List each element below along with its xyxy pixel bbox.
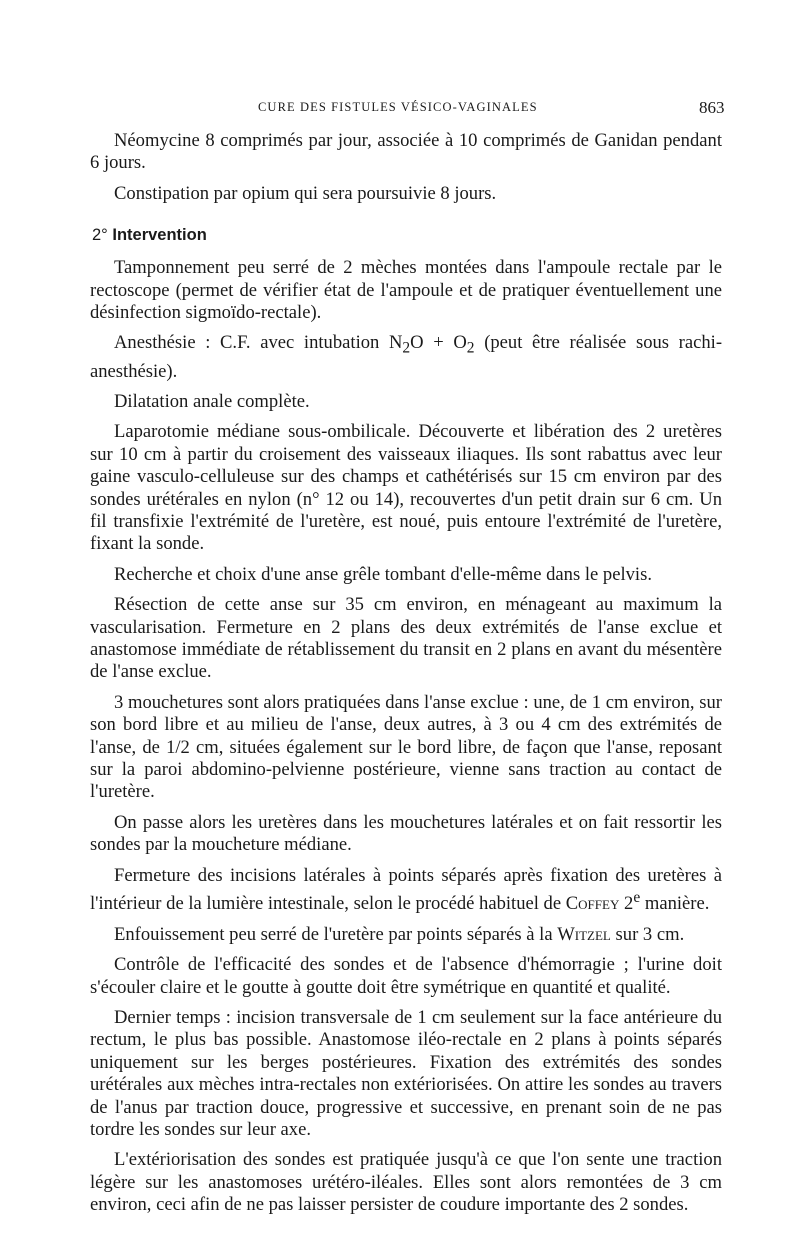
author-witzel: Witzel bbox=[557, 923, 611, 945]
paragraph-laparotomie: Laparotomie médiane sous-ombilicale. Découverte et libération des 2 uretères sur 10 cm à partir du croisement des vaisseaux iliaques. Ils sont rabattus avec leur gaine vasculo-celluleuse sur des champs et cathétérisés sur 15 cm environ par des sondes urétérales en nylon (n° 12 ou 14), recouvertes d'un petit drain sur 6 cm. Un fil transfixie l'extrémité de l'uretère, est noué, puis entoure l'extrémité de l'uretère, fixant la sonde. bbox=[90, 421, 722, 555]
page-body bbox=[90, 130, 722, 1225]
fermeture-text-c: manière. bbox=[640, 893, 710, 915]
anesthesie-text-a: Anesthésie : C.F. avec intubation N bbox=[114, 332, 403, 354]
section-number: 2° bbox=[92, 226, 108, 245]
paragraph-constipation: Constipation par opium qui sera poursuivie 8 jours. bbox=[114, 182, 497, 204]
paragraph-enfouissement bbox=[90, 924, 722, 946]
superscript-e: e bbox=[633, 889, 641, 907]
paragraph-dernier-temps: Dernier temps : incision transversale de 1 cm seulement sur la face antérieure du rectum, le plus bas possible. Anastomose iléo-rectale en 2 plans à points séparés uniquement sur les berges postérieures. Fixation des extrémités des sondes urétérales aux mèches intra-rectales non extériorisées. On attire les sondes au travers de l'anus par traction douce, progressive et successive, en prenant soin de ne pas tordre les sondes sur leur axe. bbox=[90, 1006, 722, 1140]
paragraph-mouchetures: 3 mouchetures sont alors pratiquées dans l'anse exclue : une, de 1 cm environ, sur son bord libre et au milieu de l'anse, deux autres, à 3 ou 4 cm des extrémités de l'anse, de 1/2 cm, situées également sur le bord libre, de façon que l'anse, reposant sur la paroi abdomino-pelvienne postérieure, vienne sans traction au contact de l'uretère. bbox=[90, 691, 722, 803]
enfouissement-text-b: sur 3 cm. bbox=[610, 923, 685, 945]
paragraph-fermeture bbox=[90, 865, 722, 916]
paragraph-uretere-passage: On passe alors les uretères dans les mouchetures latérales et on fait ressortir les sondes par la moucheture médiane. bbox=[90, 811, 722, 856]
paragraph-neomycine: Néomycine 8 comprimés par jour, associée à 10 comprimés de Ganidan pendant 6 jours. bbox=[90, 130, 722, 174]
author-coffey: Coffey bbox=[565, 893, 620, 915]
subscript-2b: 2 bbox=[466, 340, 475, 358]
anesthesie-text-b: O + O bbox=[410, 332, 467, 354]
paragraph-anesthesie bbox=[90, 332, 722, 383]
page-number: 863 bbox=[699, 98, 725, 117]
fermeture-text-b: 2 bbox=[619, 893, 634, 915]
anesthesie-text-c: (peut être réalisée sous rachi-anesthésie). bbox=[90, 332, 723, 382]
running-title: CURE DES FISTULES VÉSICO-VAGINALES bbox=[258, 100, 538, 114]
fermeture-text-a: Fermeture des incisions latérales à points séparés après fixation des uretères à l'intérieur de la lumière intestinale, selon le procédé habituel de bbox=[90, 864, 722, 915]
paragraph-resection: Résection de cette anse sur 35 cm environ, en ménageant au maximum la vascularisation. Fermeture en 2 plans des deux extrémités de l'anse exclue et anastomose immédiate de rétablissement du transit en 2 plans en avant du mésentère de l'anse exclue. bbox=[90, 594, 722, 683]
paragraph-dilatation: Dilatation anale complète. bbox=[114, 390, 310, 412]
section-heading bbox=[92, 225, 722, 245]
paragraph-recherche: Recherche et choix d'une anse grêle tombant d'elle-même dans le pelvis. bbox=[114, 563, 652, 585]
paragraph-exteriorisation: L'extériorisation des sondes est pratiquée jusqu'à ce que l'on sente une traction légère sur les anastomoses urétéro-iléales. Elles sont alors remontées de 3 cm environ, ceci afin de ne pas laisser persister de coudure importante des 2 sondes. bbox=[90, 1149, 722, 1216]
paragraph-tamponnement: Tamponnement peu serré de 2 mèches montées dans l'ampoule rectale par le rectoscope (permet de vérifier état de l'ampoule et de pratiquer éventuellement une désinfection sigmoïdo-rectale). bbox=[90, 257, 722, 324]
subscript-2: 2 bbox=[402, 340, 411, 358]
section-title: Intervention bbox=[112, 226, 207, 245]
paragraph-controle: Contrôle de l'efficacité des sondes et de l'absence d'hémorragie ; l'urine doit s'écouler claire et le goutte à goutte doit être symétrique en quantité et qualité. bbox=[90, 954, 722, 998]
enfouissement-text-a: Enfouissement peu serré de l'uretère par points séparés à la bbox=[114, 923, 558, 945]
